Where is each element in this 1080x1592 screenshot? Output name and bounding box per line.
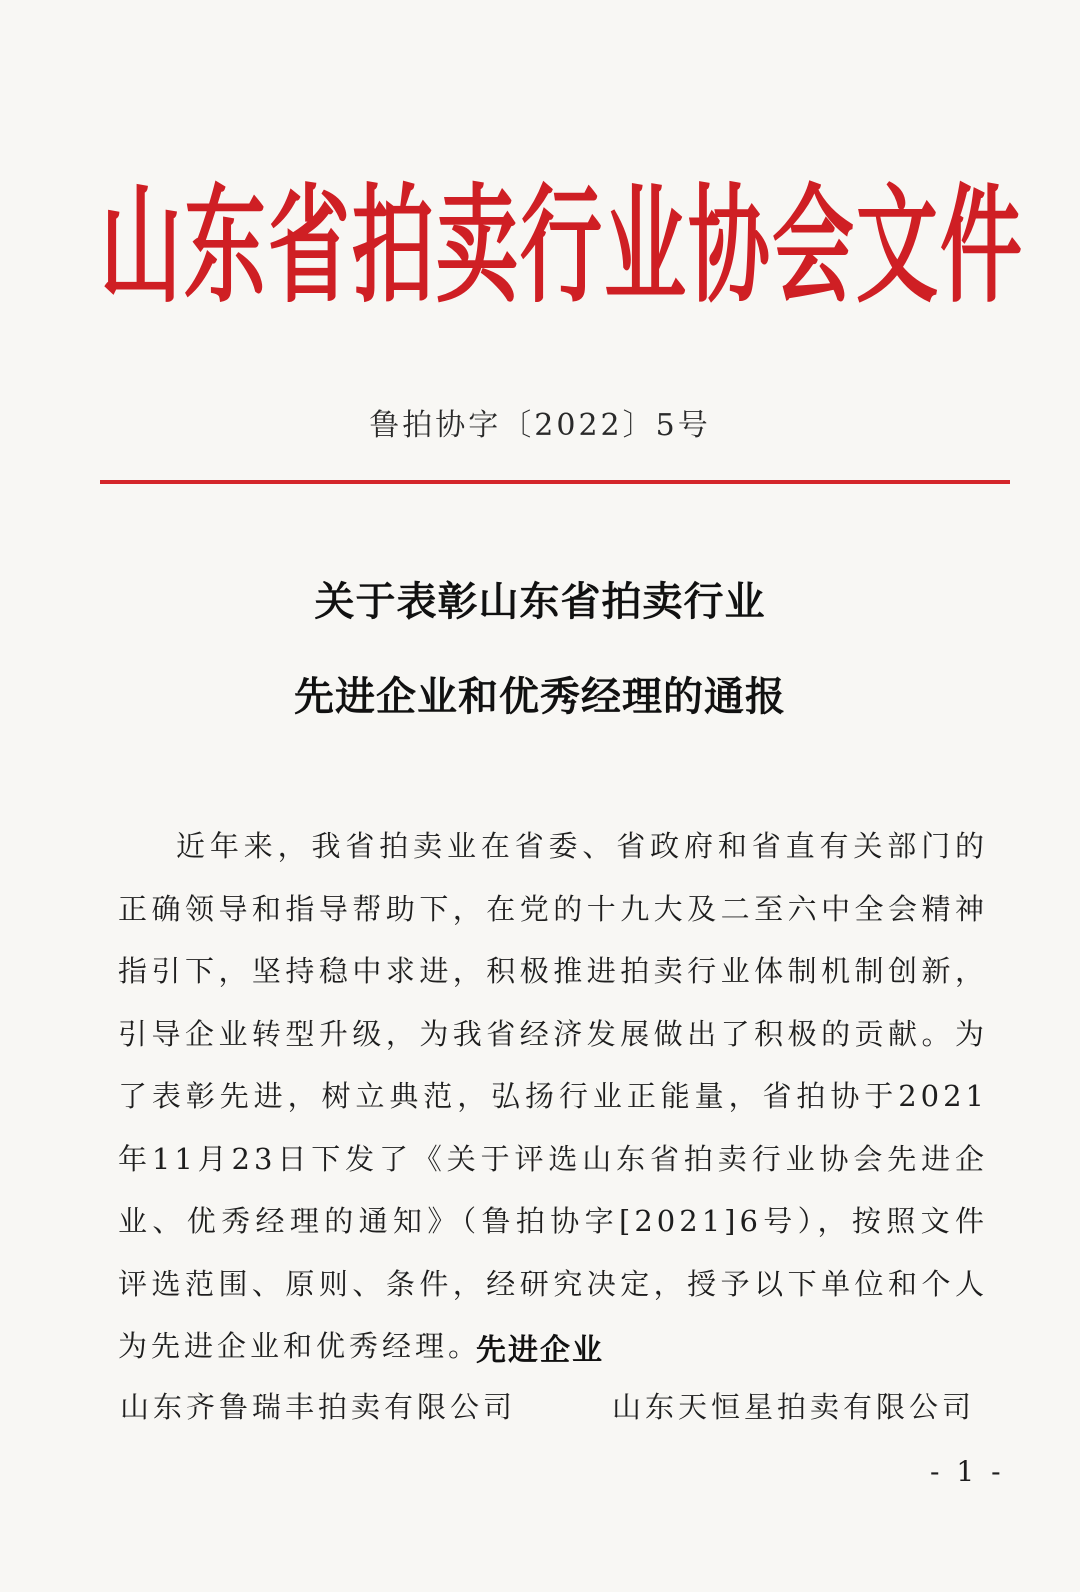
notice-title-line-2: 先进企业和优秀经理的通报 (294, 673, 786, 720)
notice-title-line-1: 关于表彰山东省拍卖行业 (314, 578, 766, 625)
company-name: 山东天恒星拍卖有限公司 (612, 1390, 976, 1424)
document-number: 鲁拍协字〔2022〕5号 (369, 408, 711, 443)
page-number: - 1 - (930, 1455, 1005, 1488)
body-paragraph: 近年来，我省拍卖业在省委、省政府和省直有关部门的正确领导和指导帮助下，在党的十九大及二至六中全会精神指引下，坚持稳中求进，积极推进拍卖行业体制机制创新，引导企业转型升级，为我省经济发展做出了积极的贡献。为了表彰先进，树立典范，弘扬行业正能量，省拍协于2021年11月23日下发了《关于评选山东省拍卖行业协会先进企业、优秀经理的通知》（鲁拍协字[2021]6号），按照文件评选范围、原则、条件，经研究决定，授予以下单位和个人为先进企业和优秀经理。 (118, 829, 988, 1363)
masthead-title: 山东省拍卖行业协会文件 (100, 173, 1025, 321)
section-heading-advanced-enterprises: 先进企业 (476, 1333, 604, 1368)
red-divider-rule (100, 480, 1010, 484)
company-name: 山东齐鲁瑞丰拍卖有限公司 (120, 1390, 517, 1424)
